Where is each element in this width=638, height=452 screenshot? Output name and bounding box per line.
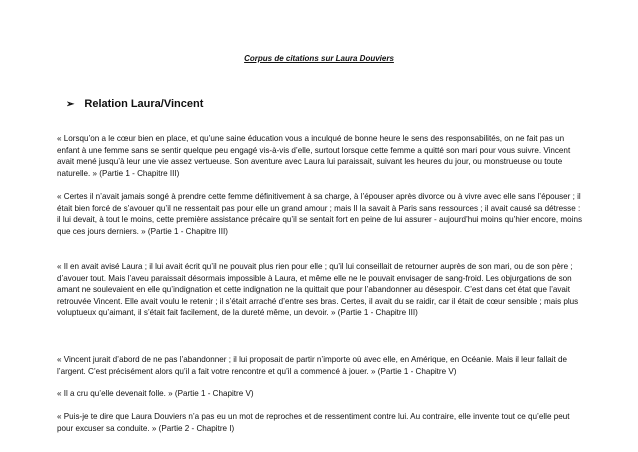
document-title: Corpus de citations sur Laura Douviers <box>244 54 394 63</box>
section-heading <box>66 98 203 110</box>
quote-paragraph: « Vincent jurait d’abord de ne pas l’abandonner ; il lui proposait de partir n’importe où avec elle, en Amérique, en Océanie. Mais il leur fallait de l’argent. C’est précisément alors qu’il a fait votre rencontre et qu’il a commencé à jouer. » (Partie 1 - Chapitre V) <box>57 355 568 376</box>
arrow-bullet-icon: ➢ <box>66 98 75 110</box>
quote-paragraph: « Lorsqu’on a le cœur bien en place, et qu’une saine éducation vous a inculqué de bonne heure le sens des responsabilités, on ne fait pas un enfant à une femme sans se sentir quelque peu engagé vis-à-vis d’elle, surtout lorsque cette femme a quitté son mari pour vous suivre. Vincent avait mené jusqu’à leur une vie assez vertueuse. Son aventure avec Laura lui paraissait, suivant les heures du jour, ou monstrueuse ou toute naturelle. » (Partie 1 - Chapitre III) <box>57 134 571 178</box>
quote-paragraph: « Il en avait avisé Laura ; il lui avait écrit qu’il ne pouvait plus rien pour elle ; qu’il lui conseillait de retourner auprès de son mari, ou de son père ; d’avouer tout. Mais l’aveu paraissait désormais impossible à Laura, et même elle ne le pouvait envisager de sang-froid. Les objurgations de son amant ne soulevaient en elle qu’indignation et cette indignation ne la quittait que pour l’abandonner au désespoir. C’est dans cet état que l’avait retrouvée Vincent. Elle avait voulu le retenir ; il s’était arraché d’entre ses bras. Certes, il avait du se raidir, car il était de cœur sensible ; mais plus voluptueux qu’aimant, il s’était fait facilement, de la dureté même, un devoir. » (Partie 1 - Chapitre III) <box>57 262 579 318</box>
quote-paragraph: « Certes il n’avait jamais songé à prendre cette femme définitivement à sa charge, à l’épouser après divorce ou à vivre avec elle sans l’épouser ; il était bien forcé de s’avouer qu’il ne ressentait pas pour elle un grand amour ; mais Il la savait à Paris sans ressources ; il avait causé sa détresse : il lui devait, à tout le moins, cette première assistance précaire qu’il se sentait fort en peine de lui assurer - aujourd’hui moins qu’hier encore, moins que ces jours derniers. » (Partie 1 - Chapitre III) <box>57 192 583 236</box>
section-heading-label: Relation Laura/Vincent <box>84 98 204 110</box>
quote-paragraph: « Puis-je te dire que Laura Douviers n’a pas eu un mot de reproches et de ressentiment contre lui. Au contraire, elle invente tout ce qu’elle peut pour excuser sa conduite. » (Partie 2 - Chapitre I) <box>57 412 570 433</box>
quote-paragraph: « Il a cru qu’elle devenait folle. » (Partie 1 - Chapitre V) <box>57 389 254 398</box>
